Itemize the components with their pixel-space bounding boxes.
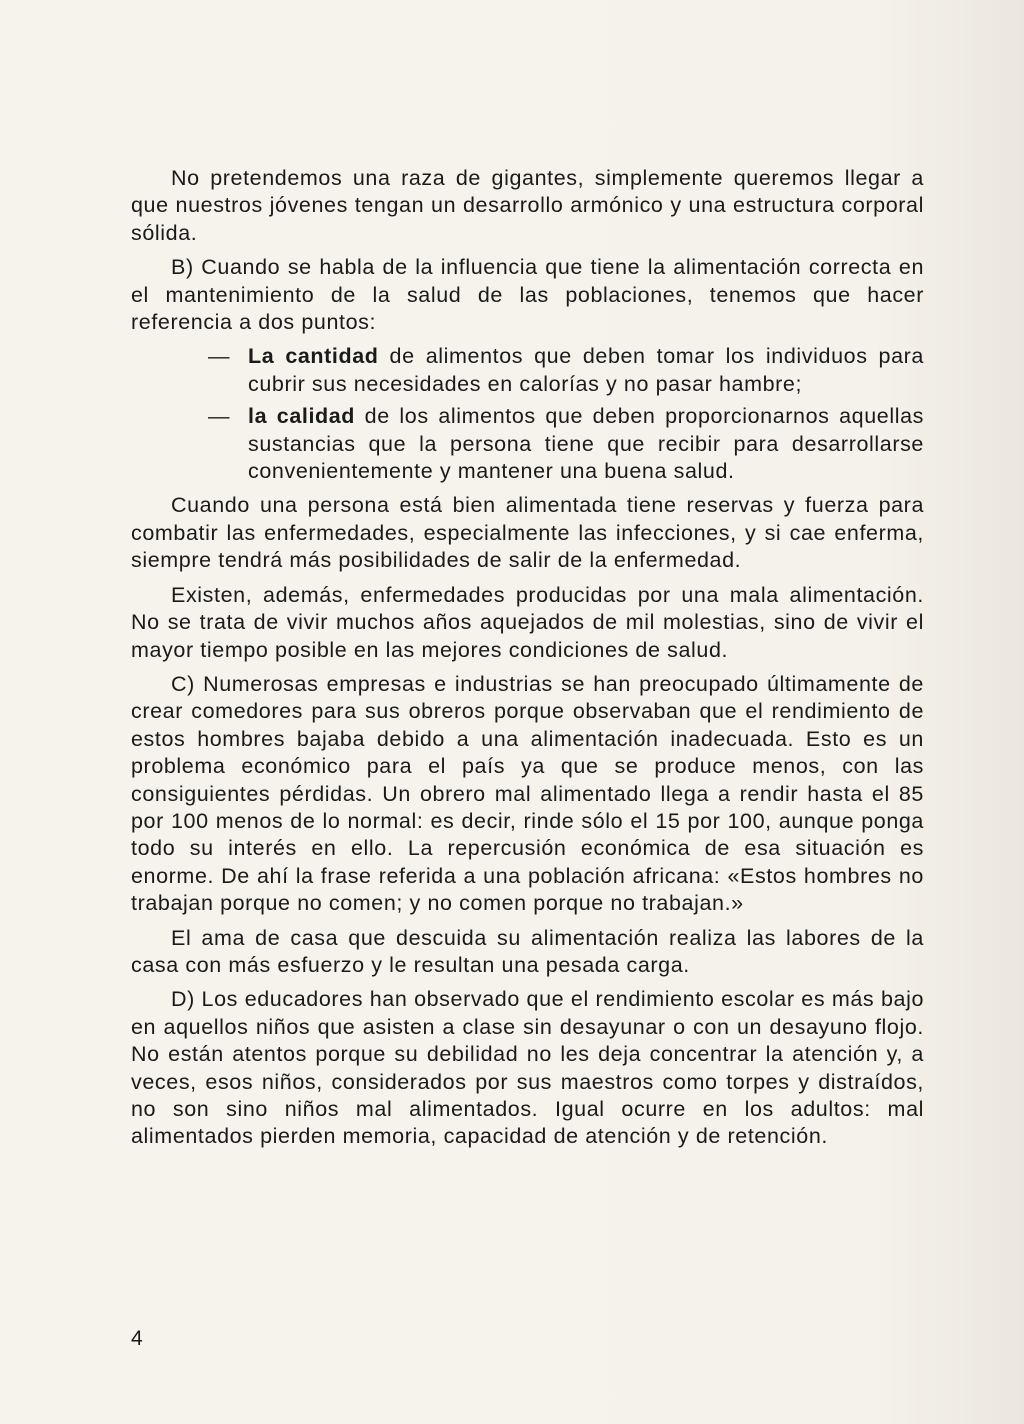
paragraph-c: C) Numerosas empresas e industrias se han preocupado últimamente de crear comedores para sus obreros porque observaban que el rendimiento de estos hombres bajaba debido a una alimentación inadecuada. Esto es un problema económico para el país ya que se produce menos, con las consiguientes pérdidas. Un obrero mal alimentado llega a rendir hasta el 85 por 100 menos de lo normal: es decir, rinde sólo el 15 por 100, aunque ponga todo su interés en ello. La repercusión económica de esa situación es enorme. De ahí la frase referida a una población africana: «Estos hombres no trabajan porque no comen; y no comen porque no trabajan.»: [131, 671, 924, 916]
list-item-calidad: [208, 403, 924, 485]
page-body: [131, 165, 924, 1158]
paragraph-reservas: Cuando una persona está bien alimentada tiene reservas y fuerza para combatir las enfermedades, especialmente las infecciones, y si cae enferma, siempre tendrá más posibilidades de salir de la enfermedad.: [131, 493, 924, 573]
item-cantidad-text: de alimentos que deben tomar los individuos para cubrir sus necesidades en calorías y no pasar hambre;: [248, 344, 924, 396]
paragraph-b: B) Cuando se habla de la influencia que tiene la alimentación correcta en el mantenimiento de la salud de las poblaciones, tenemos que hacer referencia a dos puntos:: [131, 255, 924, 335]
term-cantidad: La cantidad: [248, 344, 379, 369]
term-calidad: la calidad: [248, 404, 356, 429]
paragraph-intro: No pretendemos una raza de gigantes, simplemente queremos llegar a que nuestros jóvenes tengan un desarrollo armónico y una estructura corporal sólida.: [131, 166, 924, 245]
dash-marker: —: [208, 404, 231, 429]
paragraph-ama-de-casa: El ama de casa que descuida su alimentación realiza las labores de la casa con más esfuerzo y le resultan una pesada carga.: [131, 925, 924, 977]
points-list: [131, 343, 924, 485]
paragraph-d: D) Los educadores han observado que el rendimiento escolar es más bajo en aquellos niños que asisten a clase sin desayunar o con un desayuno flojo. No están atentos porque su debilidad no les deja concentrar la atención y, a veces, esos niños, considerados por sus maestros como torpes y distraídos, no son sino niños mal alimentados. Igual ocurre en los adultos: mal alimentados pierden memoria, capacidad de atención y de retención.: [131, 987, 924, 1149]
paragraph-enfermedades: Existen, además, enfermedades producidas por una mala alimentación. No se trata de vivir muchos años aquejados de mil molestias, sino de vivir el mayor tiempo posible en las mejores condiciones de salud.: [131, 582, 924, 662]
page-number: 4: [131, 1327, 143, 1350]
list-item-cantidad: [208, 343, 924, 398]
dash-marker: —: [208, 344, 231, 369]
item-calidad-text: de los alimentos que deben proporcionarnos aquellas sustancias que la persona tiene que recibir para desarrollarse convenientemente y mantener una buena salud.: [248, 404, 924, 484]
